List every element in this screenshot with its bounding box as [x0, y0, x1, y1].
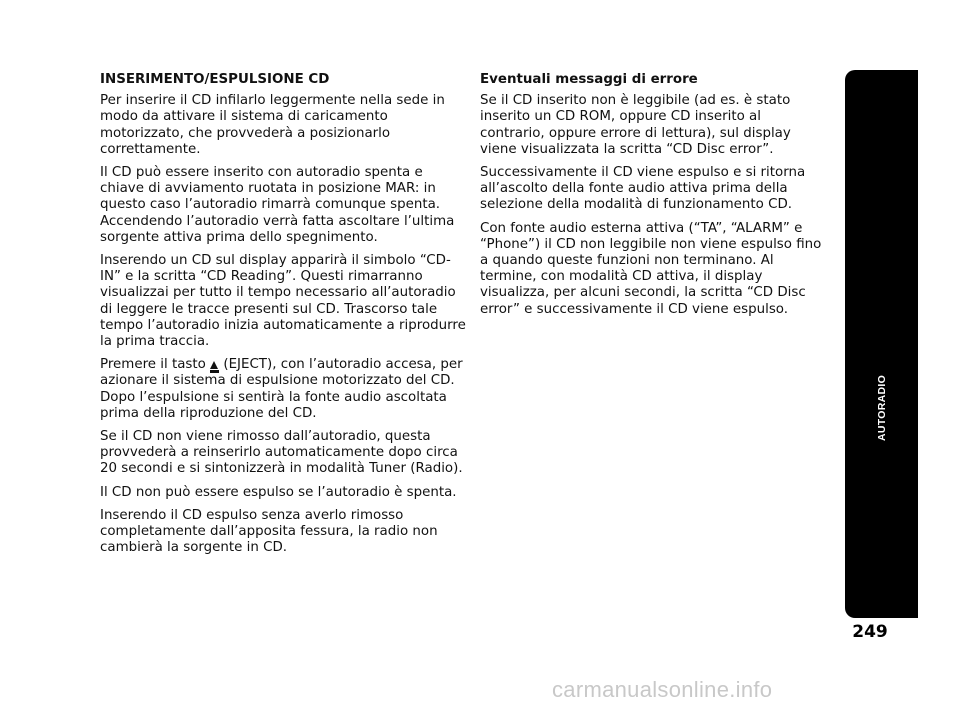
chapter-tab [845, 70, 918, 618]
paragraph: Per inserire il CD infilarlo leggermente nella sede in modo da attivare il sistema di caricamento motorizzato, che provvederà a posizionarlo correttamente. [100, 93, 445, 157]
paragraph: Se il CD inserito non è leggibile (ad es. è stato inserito un CD ROM, oppure CD inserito al contrario, oppure errore di lettura), sul display viene visualizzata la scritta “CD Disc error”. [480, 93, 791, 157]
eject-icon [210, 361, 218, 369]
right-column [480, 72, 828, 325]
eject-paragraph [100, 357, 468, 422]
eject-text-after: (EJECT), con l’autoradio accesa, per azionare il sistema di espulsione motorizzato del CD. Dopo l’espulsione si sentirà la fonte audio ascoltata prima della riproduzione del CD. [100, 357, 463, 421]
left-column [100, 72, 468, 563]
page-number: 249 [852, 622, 888, 642]
paragraph: Il CD può essere inserito con autoradio spenta e chiave di avviamento ruotata in posizione MAR: in questo caso l’autoradio rimarrà comunque spenta. Accendendo l’autoradio verrà fatta ascoltare l’ultima sorgente attiva prima dello spegnimento. [100, 165, 455, 245]
paragraph: Successivamente il CD viene espulso e si ritorna all’ascolto della fonte audio attiva prima della selezione della modalità di funzionamento CD. [480, 165, 806, 213]
paragraph: Con fonte audio esterna attiva (“TA”, “ALARM” e “Phone”) il CD non leggibile non viene espulso fino a quando queste funzioni non terminano. Al termine, con modalità CD attiva, il display visualizza, per alcuni secondi, la scritta “CD Disc error” e successivamente il CD viene espulso. [480, 220, 822, 317]
paragraph: Se il CD non viene rimosso dall’autoradio, questa provvederà a reinserirlo automaticamente dopo circa 20 secondi e si sintonizzerà in modalità Tuner (Radio). [100, 429, 463, 477]
chapter-tab-label: AUTORADIO [875, 374, 888, 442]
eject-text-before: Premere il tasto [100, 357, 211, 373]
section-heading: INSERIMENTO/ESPULSIONE CD [100, 72, 330, 87]
paragraph: Inserendo il CD espulso senza averlo rimosso completamente dall’apposita fessura, la radio non cambierà la sorgente in CD. [100, 507, 438, 556]
section-heading: Eventuali messaggi di errore [480, 72, 698, 87]
paragraph: Il CD non può essere espulso se l’autoradio è spenta. [100, 484, 457, 500]
paragraph: Inserendo un CD sul display apparirà il simbolo “CD-IN” e la scritta “CD Reading”. Questi rimarranno visualizzai per tutto il tempo necessario all’autoradio di leggere le tracce presenti sul CD. Trascorso tale tempo l’autoradio inizia automaticamente a riprodurre la prima traccia. [100, 253, 466, 350]
watermark: carmanualsonline.info [552, 677, 773, 702]
